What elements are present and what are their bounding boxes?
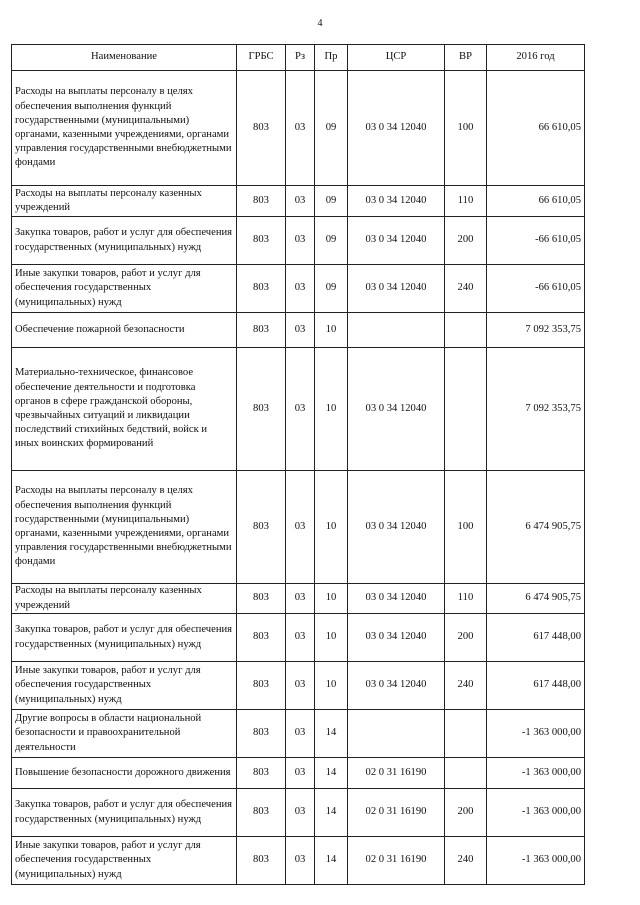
row-vr: 100	[445, 71, 487, 186]
row-pr: 10	[315, 348, 348, 471]
header-vr: ВР	[445, 45, 487, 71]
row-vr: 200	[445, 217, 487, 265]
row-rz: 03	[286, 584, 315, 614]
row-name: Иные закупки товаров, работ и услуг для обеспечения государственных (муниципальных) нужд	[12, 837, 237, 885]
row-amount: 66 610,05	[487, 186, 585, 217]
row-grbs: 803	[237, 789, 286, 837]
row-grbs: 803	[237, 265, 286, 313]
table-row	[12, 710, 585, 758]
row-vr: 240	[445, 662, 487, 710]
row-vr: 200	[445, 789, 487, 837]
row-rz: 03	[286, 662, 315, 710]
row-rz: 03	[286, 710, 315, 758]
row-grbs: 803	[237, 614, 286, 662]
row-csr: 03 0 34 12040	[348, 584, 445, 614]
row-amount: -66 610,05	[487, 217, 585, 265]
header-name: Наименование	[12, 45, 237, 71]
row-amount: 617 448,00	[487, 662, 585, 710]
row-pr: 09	[315, 71, 348, 186]
row-pr: 10	[315, 662, 348, 710]
row-csr	[348, 313, 445, 348]
row-amount: 66 610,05	[487, 71, 585, 186]
row-grbs: 803	[237, 584, 286, 614]
row-grbs: 803	[237, 71, 286, 186]
row-vr: 240	[445, 837, 487, 885]
row-grbs: 803	[237, 313, 286, 348]
table-row	[12, 837, 585, 885]
row-grbs: 803	[237, 348, 286, 471]
row-csr: 03 0 34 12040	[348, 348, 445, 471]
table-row	[12, 186, 585, 217]
header-year: 2016 год	[487, 45, 585, 71]
row-pr: 10	[315, 471, 348, 584]
row-amount: -1 363 000,00	[487, 789, 585, 837]
row-amount: 7 092 353,75	[487, 313, 585, 348]
row-name: Закупка товаров, работ и услуг для обеспечения государственных (муниципальных) нужд	[12, 789, 237, 837]
row-rz: 03	[286, 186, 315, 217]
row-name: Иные закупки товаров, работ и услуг для обеспечения государственных (муниципальных) нужд	[12, 662, 237, 710]
header-pr: Пр	[315, 45, 348, 71]
row-rz: 03	[286, 71, 315, 186]
budget-table	[11, 44, 585, 885]
table-row	[12, 471, 585, 584]
row-rz: 03	[286, 217, 315, 265]
header-grbs: ГРБС	[237, 45, 286, 71]
row-grbs: 803	[237, 471, 286, 584]
row-name: Материально-техническое, финансовое обеспечение деятельности и подготовка органов в сфере гражданской обороны, чрезвычайных ситуаций и ликвидации последствий стихийных бедствий, войск и иных воинских формирований	[12, 348, 237, 471]
row-pr: 10	[315, 313, 348, 348]
header-csr: ЦСР	[348, 45, 445, 71]
row-pr: 09	[315, 186, 348, 217]
row-csr: 03 0 34 12040	[348, 265, 445, 313]
row-amount: 617 448,00	[487, 614, 585, 662]
row-vr	[445, 313, 487, 348]
row-vr	[445, 710, 487, 758]
row-rz: 03	[286, 265, 315, 313]
row-rz: 03	[286, 614, 315, 662]
table-row	[12, 789, 585, 837]
row-rz: 03	[286, 348, 315, 471]
table-row	[12, 614, 585, 662]
row-csr	[348, 710, 445, 758]
row-grbs: 803	[237, 217, 286, 265]
page-number: 4	[317, 18, 323, 29]
table-row	[12, 584, 585, 614]
row-pr: 10	[315, 584, 348, 614]
row-vr: 100	[445, 471, 487, 584]
row-name: Расходы на выплаты персоналу казенных учреждений	[12, 584, 237, 614]
row-name: Расходы на выплаты персоналу казенных учреждений	[12, 186, 237, 217]
row-csr: 03 0 34 12040	[348, 71, 445, 186]
row-pr: 14	[315, 789, 348, 837]
row-vr	[445, 758, 487, 789]
row-name: Закупка товаров, работ и услуг для обеспечения государственных (муниципальных) нужд	[12, 614, 237, 662]
row-grbs: 803	[237, 758, 286, 789]
row-csr: 02 0 31 16190	[348, 837, 445, 885]
table-row	[12, 217, 585, 265]
row-vr: 110	[445, 186, 487, 217]
row-grbs: 803	[237, 710, 286, 758]
row-vr: 200	[445, 614, 487, 662]
row-rz: 03	[286, 789, 315, 837]
row-pr: 09	[315, 265, 348, 313]
row-grbs: 803	[237, 186, 286, 217]
table-row	[12, 662, 585, 710]
row-pr: 14	[315, 758, 348, 789]
row-csr: 03 0 34 12040	[348, 614, 445, 662]
row-rz: 03	[286, 313, 315, 348]
row-grbs: 803	[237, 837, 286, 885]
row-amount: -1 363 000,00	[487, 837, 585, 885]
row-amount: -1 363 000,00	[487, 710, 585, 758]
row-csr: 03 0 34 12040	[348, 217, 445, 265]
row-amount: 7 092 353,75	[487, 348, 585, 471]
row-vr: 240	[445, 265, 487, 313]
row-pr: 14	[315, 837, 348, 885]
table-row	[12, 265, 585, 313]
row-name: Обеспечение пожарной безопасности	[12, 313, 237, 348]
row-name: Иные закупки товаров, работ и услуг для обеспечения государственных (муниципальных) нужд	[12, 265, 237, 313]
table-row	[12, 758, 585, 789]
row-amount: -66 610,05	[487, 265, 585, 313]
row-pr: 09	[315, 217, 348, 265]
table-header-row	[12, 45, 585, 71]
row-name: Расходы на выплаты персоналу в целях обеспечения выполнения функций государственными (муниципальными) органами, казенными учреждениями, органами управления государственными внебюджетными фондами	[12, 71, 237, 186]
row-csr: 03 0 34 12040	[348, 186, 445, 217]
header-rz: Рз	[286, 45, 315, 71]
row-pr: 10	[315, 614, 348, 662]
row-name: Расходы на выплаты персоналу в целях обеспечения выполнения функций государственными (муниципальными) органами, казенными учреждениями, органами управления государственными внебюджетными фондами	[12, 471, 237, 584]
table-row	[12, 71, 585, 186]
row-rz: 03	[286, 837, 315, 885]
row-name: Другие вопросы в области национальной безопасности и правоохранительной деятельности	[12, 710, 237, 758]
row-amount: -1 363 000,00	[487, 758, 585, 789]
row-csr: 02 0 31 16190	[348, 758, 445, 789]
row-grbs: 803	[237, 662, 286, 710]
row-csr: 02 0 31 16190	[348, 789, 445, 837]
row-csr: 03 0 34 12040	[348, 471, 445, 584]
row-vr: 110	[445, 584, 487, 614]
row-rz: 03	[286, 471, 315, 584]
row-vr	[445, 348, 487, 471]
table-row	[12, 313, 585, 348]
row-amount: 6 474 905,75	[487, 584, 585, 614]
row-csr: 03 0 34 12040	[348, 662, 445, 710]
row-name: Повышение безопасности дорожного движения	[12, 758, 237, 789]
row-rz: 03	[286, 758, 315, 789]
table-row	[12, 348, 585, 471]
row-pr: 14	[315, 710, 348, 758]
row-name: Закупка товаров, работ и услуг для обеспечения государственных (муниципальных) нужд	[12, 217, 237, 265]
row-amount: 6 474 905,75	[487, 471, 585, 584]
